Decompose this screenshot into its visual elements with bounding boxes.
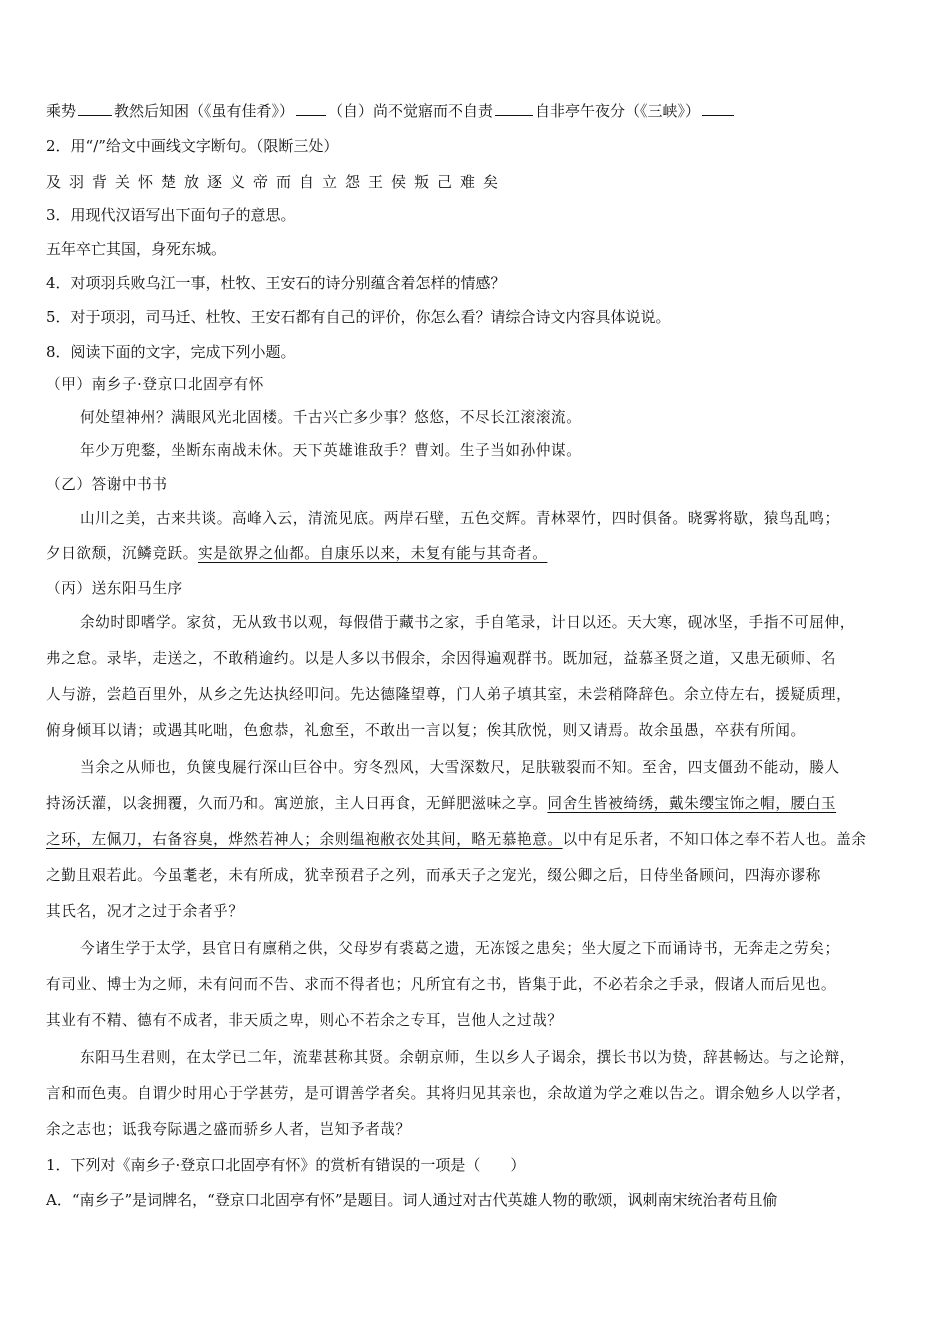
passage-yi-underlined: 实是欲界之仙都。自康乐以来，未复有能与其奇者。 xyxy=(197,545,548,562)
fill-blank-text-1: 乘势 xyxy=(46,102,77,120)
passage-bing-underlined-2: 之环，左佩刀，右备容臭，烨然若神人；余则缊袍敝衣处其间，略无慕艳意。 xyxy=(46,831,563,848)
passage-bing-line-12: 其业有不精、德有不成者，非天质之卑，则心不若余之专耳，岂他人之过哉？ xyxy=(46,1012,563,1029)
passage-yi-title: （乙）答谢中书书 xyxy=(46,476,168,493)
passage-bing-line-1: 余幼时即嗜学。家贫，无从致书以观，每假借于藏书之家，手自笔录，计日以还。天大寒，砚冰坚，手指不可屈伸， xyxy=(80,614,855,631)
passage-yi-line-2 xyxy=(46,543,910,565)
passage-bing-line-13: 东阳马生君则，在太学已二年，流辈甚称其贤。余朝京师，生以乡人子谒余，撰长书以为贽，辞甚畅达。与之论辩， xyxy=(80,1049,855,1066)
passage-jia-title: （甲）南乡子·登京口北固亭有怀 xyxy=(46,376,264,393)
passage-bing-line-11: 有司业、博士为之师，未有问而不告、求而不得者也；凡所宜有之书，皆集于此，不必若余之手录，假诸人而后见也。 xyxy=(46,976,837,993)
fill-blank-text-3: （自）尚不觉寤而不自责 xyxy=(328,102,494,120)
passage-yi-line-2-plain: 夕日欲颓，沉鳞竞跃。 xyxy=(46,545,198,562)
subquestion-1-option-a: A．“南乡子”是词牌名，“登京口北固亭有怀”是题目。词人通过对古代英雄人物的歌颂，讽刺南宋统治者苟且偷 xyxy=(46,1191,778,1209)
fill-blank-text-2: 教然后知困（《虽有佳肴》） xyxy=(114,102,295,120)
passage-bing-line-7 xyxy=(46,829,910,851)
question-2-text: 及羽背关怀楚放逐义帝而自立怨王侯叛己难矣 xyxy=(46,173,507,191)
passage-bing-line-8: 之勤且艰若此。今虽耄老，未有所成，犹幸预君子之列，而承天子之宠光，缀公卿之后，日侍坐备顾问，四海亦谬称 xyxy=(46,867,821,884)
passage-bing-line-3: 人与游，尝趋百里外，从乡之先达执经叩问。先达德隆望尊，门人弟子填其室，未尝稍降辞色。余立侍左右，援疑质理， xyxy=(46,686,852,703)
passage-bing-title: （丙）送东阳马生序 xyxy=(46,580,183,597)
answer-blank-1[interactable] xyxy=(78,101,112,116)
passage-bing-line-6 xyxy=(46,793,910,815)
passage-bing-line-7-plain: 以中有足乐者，不知口体之奉不若人也。盖余 xyxy=(562,831,867,848)
subquestion-1-prompt: 1．下列对《南乡子·登京口北固亭有怀》的赏析有错误的一项是（ ） xyxy=(46,1156,526,1174)
passage-bing-line-10: 今诸生学于太学，县官日有廪稍之供，父母岁有裘葛之遗，无冻馁之患矣；坐大厦之下而诵诗书，无奔走之劳矣； xyxy=(80,940,840,957)
question-8-intro: 8．阅读下面的文字，完成下列小题。 xyxy=(46,343,296,361)
passage-jia-line-2: 年少万兜鍪，坐断东南战未休。天下英雄谁敌手？曹刘。生子当如孙仲谋。 xyxy=(80,442,582,459)
passage-bing-line-14: 言和而色夷。自谓少时用心于学甚劳，是可谓善学者矣。其将归见其亲也，余故道为学之难以告之。谓余勉乡人以学者， xyxy=(46,1085,852,1102)
answer-blank-2[interactable] xyxy=(296,101,326,116)
question-2-prompt: 2．用“/”给文中画线文字断句。（限断三处） xyxy=(46,137,339,155)
passage-bing-underlined-1: 同舍生皆被绮绣，戴朱缨宝饰之帽，腰白玉 xyxy=(547,795,837,812)
passage-bing-line-9: 其氏名，况才之过于余者乎？ xyxy=(46,903,244,920)
passage-jia-line-1: 何处望神州？满眼风光北固楼。千古兴亡多少事？悠悠，不尽长江滚滚流。 xyxy=(80,409,582,426)
fill-blank-line xyxy=(46,100,910,122)
question-3-prompt: 3．用现代汉语写出下面句子的意思。 xyxy=(46,206,296,224)
passage-bing-line-15: 余之志也；诋我夸际遇之盛而骄乡人者，岂知予者哉？ xyxy=(46,1121,411,1138)
passage-bing-line-6-plain: 持汤沃灌，以衾拥覆，久而乃和。寓逆旅，主人日再食，无鲜肥滋味之享。 xyxy=(46,795,548,812)
fill-blank-text-4: 自非亭午夜分（《三峡》） xyxy=(535,102,701,120)
question-5: 5．对于项羽，司马迁、杜牧、王安石都有自己的评价，你怎么看？请综合诗文内容具体说说。 xyxy=(46,308,671,326)
passage-bing-line-2: 弗之怠。录毕，走送之，不敢稍逾约。以是人多以书假余，余因得遍观群书。既加冠，益慕圣贤之道，又患无硕师、名 xyxy=(46,650,837,667)
passage-bing-line-5: 当余之从师也，负箧曳屣行深山巨谷中。穷冬烈风，大雪深数尺，足肤皲裂而不知。至舍，四支僵劲不能动，媵人 xyxy=(80,759,840,776)
answer-blank-3[interactable] xyxy=(495,101,533,116)
question-4: 4．对项羽兵败乌江一事，杜牧、王安石的诗分别蕴含着怎样的情感？ xyxy=(46,274,506,292)
question-3-text: 五年卒亡其国，身死东城。 xyxy=(46,240,227,258)
passage-yi-line-1: 山川之美，古来共谈。高峰入云，清流见底。两岸石壁，五色交辉。青林翠竹，四时俱备。晓雾将歇，猿鸟乱鸣； xyxy=(80,510,840,527)
passage-bing-line-4: 俯身倾耳以请；或遇其叱咄，色愈恭，礼愈至，不敢出一言以复；俟其欣悦，则又请焉。故余虽愚，卒获有所闻。 xyxy=(46,722,806,739)
answer-blank-4[interactable] xyxy=(702,101,734,116)
